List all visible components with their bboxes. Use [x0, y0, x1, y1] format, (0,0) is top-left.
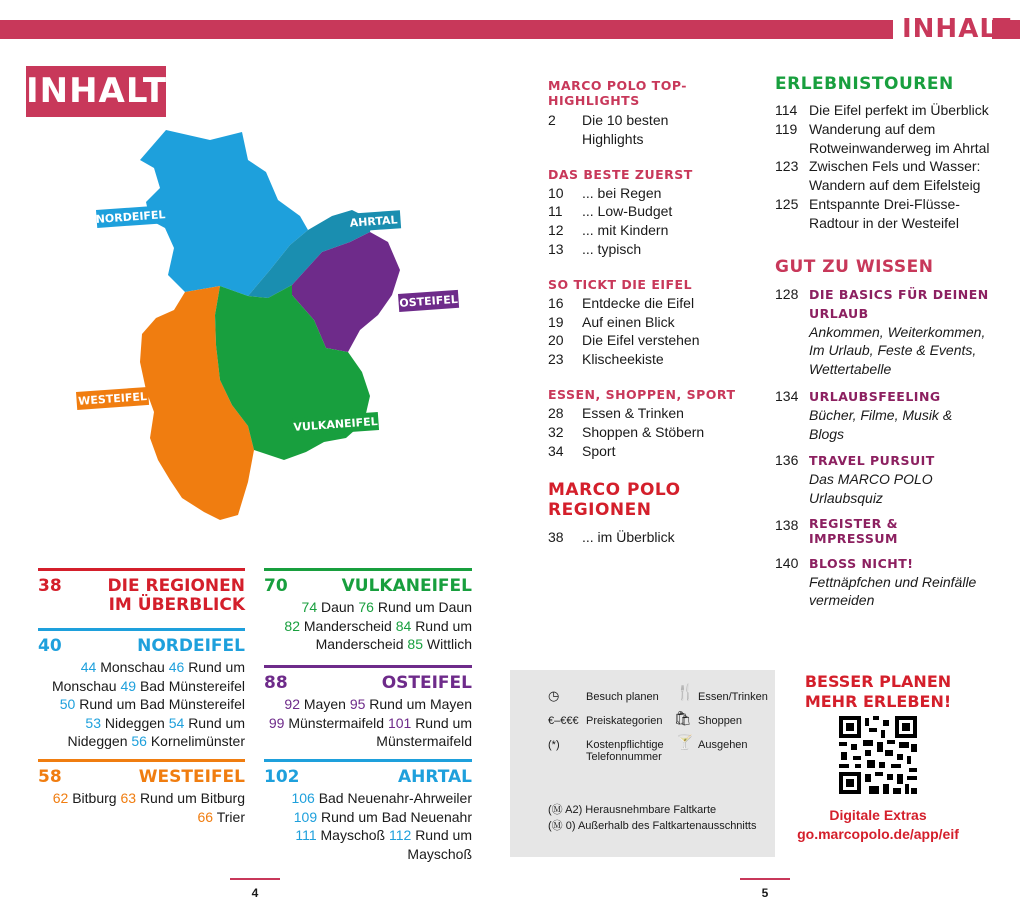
place: Rund um: [188, 714, 245, 731]
toc-entry: Die Eifel verstehen: [582, 332, 700, 349]
region-70-num: 70: [264, 576, 288, 596]
page-number-right: 5: [740, 878, 790, 900]
place: Nideggen: [67, 733, 128, 750]
place: Rund um Bad Münstereifel: [79, 696, 245, 713]
region-102-num: 102: [264, 767, 300, 787]
region-58-num: 58: [38, 767, 62, 787]
price-symbol: €–€€€: [548, 715, 579, 727]
toc-entry: ... bei Regen: [582, 184, 662, 201]
promo-links: [780, 806, 976, 844]
page-ref: 95: [349, 696, 366, 712]
place: Münstermaifeld: [376, 733, 472, 750]
toc-page: 136: [775, 452, 799, 469]
toc-entry: Entdecke die Eifel: [582, 294, 695, 311]
svg-text:WESTEIFEL: WESTEIFEL: [77, 390, 148, 408]
region-40-title: NORDEIFEL: [137, 636, 245, 656]
place: Rund um Daun: [377, 599, 472, 615]
place: Münstermaifeld: [288, 714, 385, 731]
toc-page: 119: [775, 120, 798, 137]
page-ref: 46: [168, 659, 185, 675]
region-102: [264, 759, 472, 863]
toc-page: 38: [548, 529, 564, 546]
cocktail-icon: 🍸: [676, 734, 694, 750]
place: Monschau: [51, 677, 117, 694]
phone-symbol: (*): [548, 739, 560, 751]
page-ref: 63: [120, 790, 137, 806]
toc-page: 140: [775, 554, 799, 571]
toc-page: 23: [548, 351, 564, 368]
toc-page: 125: [775, 195, 799, 212]
toc-page: 32: [548, 423, 564, 440]
map-label-ahrtal: [346, 210, 401, 232]
toc-entry: TRAVEL PURSUIT Das MARCO POLO Urlaubsquiz: [809, 453, 935, 506]
page-ref: 112: [388, 827, 412, 844]
promo-line: MEHR ERLEBEN!: [804, 692, 952, 711]
toc-entry: Sport: [582, 442, 616, 459]
toc-entry: Auf einen Blick: [582, 313, 675, 330]
region-88-title: OSTEIFEL: [381, 673, 472, 693]
toc-page: 11: [548, 203, 563, 220]
place: Mayen: [303, 696, 346, 712]
place: Trier: [216, 808, 245, 825]
place: Daun: [321, 599, 355, 615]
legend-text: Preiskategorien: [586, 715, 663, 727]
page-ref: 92: [284, 696, 300, 712]
region-40-num: 40: [38, 636, 62, 656]
place: Bad Münstereifel: [139, 677, 245, 694]
promo-url[interactable]: go.marcopolo.de/app/eif: [797, 826, 959, 842]
toc-page: 123: [775, 158, 799, 175]
page-ref: 99: [268, 714, 285, 731]
page-ref: 85: [407, 636, 423, 653]
region-38: [38, 568, 245, 615]
toc-entry: Die Eifel perfekt im Überblick: [809, 102, 989, 118]
toc-page: 34: [548, 442, 564, 459]
page-ref: 62: [52, 790, 69, 806]
toc-entry: REGISTER & IMPRESSUM: [809, 515, 899, 546]
toc-page: 12: [548, 222, 564, 239]
svg-text:VULKANEIFEL: VULKANEIFEL: [293, 415, 379, 434]
cutlery-icon: 🍴: [676, 684, 695, 701]
toc-entry: ... im Überblick: [582, 529, 675, 546]
basket-icon: 🛍: [674, 710, 692, 726]
toc-section-title: ESSEN, SHOPPEN, SPORT: [548, 386, 736, 402]
toc-section-title: MARCO POLO REGIONEN: [548, 480, 681, 521]
page-ref: 44: [80, 659, 97, 675]
legend-text: Besuch planen: [586, 691, 659, 703]
toc-entry: Wanderung auf dem Rotweinwanderweg im Ahrtal: [809, 120, 990, 156]
toc-entry: Essen & Trinken: [582, 404, 684, 421]
promo-extra: Digitale Extras: [829, 807, 927, 823]
region-58-title: WESTEIFEL: [138, 767, 245, 787]
toc-entry: ... typisch: [582, 240, 642, 257]
toc-section-title: GUT ZU WISSEN: [775, 256, 934, 277]
page-ref: 111: [295, 827, 317, 844]
page-ref: 50: [59, 696, 76, 713]
toc-entry: URLAUBSFEELING Bücher, Filme, Musik & Blogs: [809, 388, 953, 442]
toc-entry: Entspannte Drei-Flüsse- Radtour in der Westeifel: [809, 195, 960, 231]
toc-page: 10: [548, 184, 564, 201]
toc-page: 19: [548, 313, 564, 330]
map-label-osteifel: [398, 290, 459, 312]
svg-text:NORDEIFEL: NORDEIFEL: [95, 208, 166, 227]
region-38-title: DIE REGIONEN IM ÜBERBLICK: [107, 576, 245, 615]
toc-section-title: ERLEBNISTOUREN: [775, 74, 954, 94]
place: Rund um Bad Neuenahr: [321, 808, 472, 825]
region-58: [38, 759, 245, 826]
header-bar: [0, 20, 893, 39]
toc-entry: Klischeekiste: [582, 351, 664, 368]
toc-page: 13: [548, 240, 564, 257]
region-70-title: VULKANEIFEL: [341, 576, 472, 596]
legend-text: Ausgehen: [698, 739, 748, 751]
place: Kornelimünster: [150, 733, 245, 750]
toc-middle: [548, 78, 748, 547]
region-88-num: 88: [264, 673, 288, 693]
toc-entry: DIE BASICS FÜR DEINEN URLAUB Ankommen, Weiterkommen, Im Urlaub, Feste & Events, Wettertabelle: [809, 286, 989, 378]
clock-icon: ◷: [548, 688, 560, 703]
page-ref: 53: [85, 714, 101, 731]
toc-entry: Shoppen & Stöbern: [582, 423, 705, 440]
page-ref: 76: [358, 599, 374, 615]
region-88: [264, 665, 472, 751]
toc-right: [775, 74, 990, 610]
legend-map-text: (Ⓜ 0) Außerhalb des Faltkartenausschnitts: [548, 820, 757, 832]
toc-section-title: DAS BESTE ZUERST: [548, 166, 693, 182]
page-number-left: 4: [230, 878, 280, 900]
toc-entry: BLOSS NICHT! Fettnäpfchen und Reinfälle vermeiden: [809, 555, 977, 609]
place: Rund um: [188, 659, 245, 675]
toc-page: 128: [775, 285, 799, 302]
page-ref: 106: [291, 790, 315, 806]
header-title: INHALT: [902, 14, 1012, 44]
toc-page: 28: [548, 404, 564, 421]
toc-entry: ... Low-Budget: [582, 203, 673, 220]
promo-line: BESSER PLANEN: [804, 672, 952, 691]
region-40: [38, 628, 245, 751]
place: Bitburg: [72, 790, 117, 806]
region-38-num: 38: [38, 576, 62, 596]
toc-section-title: MARCO POLO TOP-HIGHLIGHTS: [548, 78, 687, 108]
page-ref: 101: [387, 714, 412, 731]
toc-page: 114: [775, 102, 798, 118]
toc-section-title: SO TICKT DIE EIFEL: [548, 276, 693, 292]
place: Mayschoß: [407, 845, 472, 862]
legend-map-text: (Ⓜ A2) Herausnehmbare Faltkarte: [548, 804, 717, 816]
page-ref: 109: [293, 808, 318, 825]
place: Rund um Mayen: [369, 696, 472, 712]
page-ref: 54: [168, 714, 185, 731]
legend-box: [510, 670, 775, 857]
toc-page: 16: [548, 294, 564, 311]
map-label-nordeifel: [95, 205, 166, 228]
place: Rund um: [415, 617, 472, 634]
page-title: INHALT: [26, 66, 166, 117]
toc-page: 20: [548, 332, 564, 349]
toc-page: 138: [775, 516, 799, 533]
place: Rund um: [415, 714, 472, 731]
region-map: [70, 120, 480, 525]
place: Nideggen: [104, 714, 165, 731]
map-label-westeifel: [76, 387, 149, 410]
legend-text: Kostenpflichtige Telefonnummer: [586, 739, 664, 763]
place: Monschau: [100, 659, 165, 675]
place: Rund um Bitburg: [139, 790, 245, 806]
region-102-title: AHRTAL: [398, 767, 472, 787]
legend-text: Essen/Trinken: [698, 691, 768, 703]
legend-text: Shoppen: [698, 715, 743, 727]
svg-text:OSTEIFEL: OSTEIFEL: [398, 292, 459, 310]
toc-entry: Die 10 besten Highlights: [582, 112, 669, 147]
place: Rund um: [415, 827, 472, 844]
page-ref: 49: [120, 677, 137, 694]
toc-entry: ... mit Kindern: [582, 222, 669, 239]
page-ref: 66: [197, 808, 214, 825]
region-70: [264, 568, 472, 654]
page-ref: 84: [395, 617, 412, 634]
page-ref: 56: [131, 733, 147, 750]
qr-code-icon[interactable]: [839, 716, 917, 794]
toc-entry: Zwischen Fels und Wasser: Wandern auf dem Eifelsteig: [809, 158, 981, 194]
promo-heading: [792, 672, 964, 712]
page-ref: 74: [301, 599, 318, 615]
place: Manderscheid: [315, 636, 404, 653]
page-ref: 82: [284, 617, 300, 634]
svg-text:AHRTAL: AHRTAL: [349, 213, 398, 230]
place: Wittlich: [426, 636, 472, 653]
toc-page: 2: [548, 112, 556, 128]
place: Mayschoß: [320, 827, 386, 844]
toc-page: 134: [775, 387, 799, 404]
place: Manderscheid: [303, 617, 392, 634]
place: Bad Neuenahr-Ahrweiler: [318, 790, 472, 806]
